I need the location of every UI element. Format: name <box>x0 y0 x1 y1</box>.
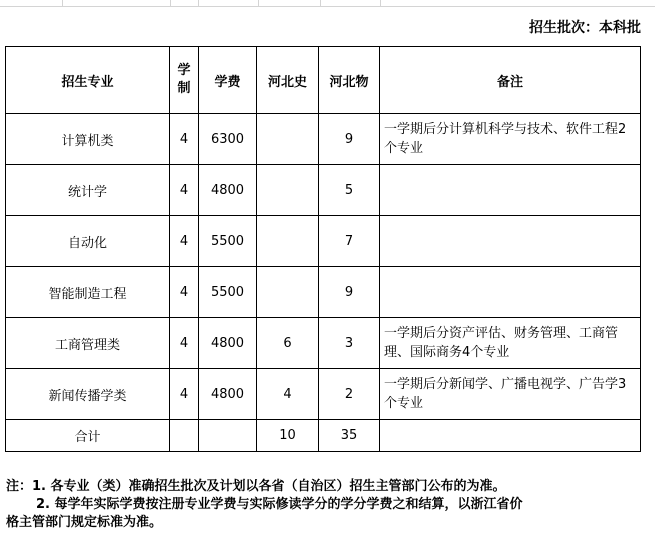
batch-label: 招生批次：本科批 <box>529 20 641 36</box>
cell-duration: 4 <box>170 369 199 420</box>
cell-duration: 4 <box>170 318 199 369</box>
header-hebei-physics: 河北物 <box>319 47 380 114</box>
cell-history: 4 <box>257 369 319 420</box>
total-remark <box>380 420 641 452</box>
table-row <box>6 216 641 267</box>
header-row <box>6 47 641 114</box>
cell-physics: 9 <box>319 267 380 318</box>
header-hebei-history: 河北史 <box>257 47 319 114</box>
header-duration: 学制 <box>170 47 199 114</box>
cell-remark: 一学期后分计算机科学与技术、软件工程2个专业 <box>380 114 641 165</box>
header-remarks: 备注 <box>380 47 641 114</box>
cell-remark <box>380 216 641 267</box>
total-physics: 35 <box>319 420 380 452</box>
footnote-line-1: 注：1. 各专业（类）准确招生批次及计划以各省（自治区）招生主管部门公布的为准。 <box>6 479 506 494</box>
cell-remark: 一学期后分新闻学、广播电视学、广告学3个专业 <box>380 369 641 420</box>
table-row <box>6 114 641 165</box>
cell-major: 计算机类 <box>6 114 170 165</box>
header-tuition: 学费 <box>199 47 257 114</box>
total-label: 合计 <box>6 420 170 452</box>
total-duration <box>170 420 199 452</box>
total-history: 10 <box>257 420 319 452</box>
cell-major: 新闻传播学类 <box>6 369 170 420</box>
admissions-table <box>5 46 641 452</box>
cell-tuition: 4800 <box>199 318 257 369</box>
cell-history: 6 <box>257 318 319 369</box>
cell-duration: 4 <box>170 216 199 267</box>
cell-major: 智能制造工程 <box>6 267 170 318</box>
footnote-line-2: 2. 每学年实际学费按注册专业学费与实际修读学分的学分学费之和结算，以浙江省价 <box>36 497 523 512</box>
cell-duration: 4 <box>170 165 199 216</box>
cell-physics: 5 <box>319 165 380 216</box>
cell-tuition: 6300 <box>199 114 257 165</box>
cell-remark: 一学期后分资产评估、财务管理、工商管理、国际商务4个专业 <box>380 318 641 369</box>
table-row <box>6 318 641 369</box>
cell-history <box>257 165 319 216</box>
footnotes <box>6 478 646 532</box>
cell-duration: 4 <box>170 267 199 318</box>
footnote-line-3: 格主管部门规定标准为准。 <box>6 515 163 530</box>
cell-tuition: 5500 <box>199 267 257 318</box>
cell-physics: 3 <box>319 318 380 369</box>
cell-tuition: 4800 <box>199 165 257 216</box>
table-row <box>6 267 641 318</box>
spreadsheet-grid <box>0 0 655 7</box>
cell-physics: 7 <box>319 216 380 267</box>
cell-major: 自动化 <box>6 216 170 267</box>
cell-physics: 2 <box>319 369 380 420</box>
total-row <box>6 420 641 452</box>
table-row <box>6 369 641 420</box>
cell-major: 工商管理类 <box>6 318 170 369</box>
cell-history <box>257 114 319 165</box>
cell-history <box>257 267 319 318</box>
cell-history <box>257 216 319 267</box>
cell-tuition: 5500 <box>199 216 257 267</box>
cell-duration: 4 <box>170 114 199 165</box>
header-major: 招生专业 <box>6 47 170 114</box>
cell-remark <box>380 267 641 318</box>
total-tuition <box>199 420 257 452</box>
cell-tuition: 4800 <box>199 369 257 420</box>
cell-major: 统计学 <box>6 165 170 216</box>
cell-physics: 9 <box>319 114 380 165</box>
table-row <box>6 165 641 216</box>
cell-remark <box>380 165 641 216</box>
